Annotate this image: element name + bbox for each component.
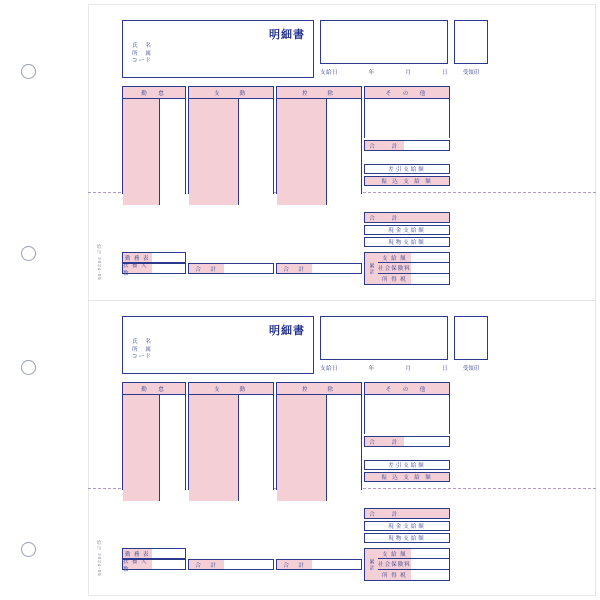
dependents-value — [152, 264, 185, 273]
value-area — [159, 99, 185, 205]
cumulative-block — [364, 548, 450, 581]
column-shikyu-header-label: 支 動 — [213, 387, 248, 393]
column-sonota-header-label: そ の 他 — [385, 387, 429, 393]
dependents-label: 扶 養 人 数 — [123, 264, 153, 273]
right-total-2 — [364, 508, 450, 519]
column-kojo-header-label: 控 除 — [301, 387, 336, 393]
column-sonota — [364, 86, 450, 138]
side-code-2: 給与 2024-05 — [97, 540, 102, 577]
inkind-pay-label: 現物支給額 — [388, 536, 426, 542]
column-kintai-header — [123, 383, 185, 395]
punch-hole-4 — [21, 542, 36, 557]
side-code-1: 給与 2024-05 — [97, 244, 102, 281]
payday-box — [320, 316, 448, 360]
cash-pay-row — [364, 225, 450, 235]
identity-labels — [132, 339, 152, 362]
receipt-stamp-box — [454, 316, 488, 360]
column-kintai — [122, 86, 186, 194]
shikyu-total-label: 合 計 — [189, 560, 225, 569]
cumulative-tax-label: 所 得 税 — [378, 570, 412, 580]
transfer-pay-row — [364, 472, 450, 482]
punch-hole-2 — [21, 246, 36, 261]
column-kintai — [122, 382, 186, 490]
cash-pay-label: 現金支給額 — [388, 228, 426, 234]
cumulative-insurance-value — [411, 263, 449, 272]
right-total-2-value — [404, 509, 449, 518]
payday-line — [320, 364, 448, 372]
date-month-label: 月 — [405, 366, 412, 372]
inkind-pay-label: 現物支給額 — [388, 240, 426, 246]
net-pay-label: 差引支給額 — [388, 463, 426, 469]
column-kojo-header — [277, 87, 361, 99]
column-sonota-header-label: そ の 他 — [385, 91, 429, 97]
table-row — [378, 559, 449, 569]
column-kojo-header-label: 控 除 — [301, 91, 336, 97]
table-row — [378, 570, 449, 580]
column-kintai-body — [123, 99, 185, 205]
form-title: 明細書 — [269, 325, 305, 337]
cumulative-insurance-label: 社会保険料 — [378, 559, 412, 568]
column-kojo-body — [277, 395, 361, 501]
kojo-total — [276, 263, 362, 274]
name-label: 氏 名 — [132, 339, 153, 345]
right-total-2-value — [404, 213, 449, 222]
payday-label: 支給日 — [320, 70, 339, 76]
net-pay-label: 差引支給額 — [388, 167, 426, 173]
table-row — [378, 274, 449, 284]
right-total-1-label: 合 計 — [365, 437, 405, 446]
right-total-1-value — [404, 141, 449, 150]
table-row — [378, 263, 449, 273]
header-box — [122, 316, 314, 374]
transfer-pay-row — [364, 176, 450, 186]
attendance-sheet-label: 勤 務 表 — [123, 549, 153, 558]
kojo-total-label: 合 計 — [277, 264, 313, 273]
value-area — [238, 99, 273, 205]
value-area — [326, 99, 361, 205]
cumulative-side-label: 累計 — [365, 253, 379, 284]
right-total-2-label: 合 計 — [365, 509, 405, 518]
cumulative-insurance-label: 社会保険料 — [378, 263, 412, 272]
kojo-total — [276, 559, 362, 570]
name-label: 氏 名 — [132, 43, 153, 49]
right-total-1-value — [404, 437, 449, 446]
code-label: コード — [132, 58, 153, 64]
column-kojo — [276, 382, 362, 490]
attendance-sheet-value — [152, 253, 185, 262]
column-shikyu-body — [189, 395, 273, 501]
column-kintai-body — [123, 395, 185, 501]
payslip-form-2 — [88, 300, 596, 596]
payday-line — [320, 68, 448, 76]
shikyu-total-value — [224, 264, 273, 273]
form-separator — [88, 300, 596, 301]
kojo-total-value — [312, 264, 361, 273]
column-kojo — [276, 86, 362, 194]
net-pay-row — [364, 164, 450, 174]
value-area — [238, 395, 273, 501]
payday-box — [320, 20, 448, 64]
date-month-label: 月 — [405, 70, 412, 76]
cumulative-insurance-value — [411, 559, 449, 568]
right-total-1-label: 合 計 — [365, 141, 405, 150]
attendance-sheet-value — [152, 549, 185, 558]
receipt-stamp-label: 受領印 — [462, 70, 480, 76]
cumulative-pay-label: 支 給 額 — [378, 253, 412, 262]
dependents-label: 扶 養 人 数 — [123, 560, 153, 569]
column-shikyu-header — [189, 383, 273, 395]
right-total-1 — [364, 436, 450, 447]
dependents-value — [152, 560, 185, 569]
right-total-2 — [364, 212, 450, 223]
column-shikyu-body — [189, 99, 273, 205]
transfer-pay-label: 振 込 支 給 額 — [381, 179, 433, 185]
payslip-form-1 — [88, 4, 596, 300]
column-kojo-header — [277, 383, 361, 395]
payday-label: 支給日 — [320, 366, 339, 372]
cumulative-block — [364, 252, 450, 285]
cumulative-tax-label: 所 得 税 — [378, 274, 412, 284]
table-row — [378, 253, 449, 263]
column-kojo-body — [277, 99, 361, 205]
shikyu-total — [188, 559, 274, 570]
cumulative-pay-value — [411, 253, 449, 262]
code-label: コード — [132, 354, 153, 360]
column-sonota-header — [365, 87, 449, 99]
value-area — [159, 395, 185, 501]
cumulative-pay-value — [411, 549, 449, 558]
form-title: 明細書 — [269, 29, 305, 41]
inkind-pay-row — [364, 237, 450, 247]
column-kintai-header — [123, 87, 185, 99]
column-sonota — [364, 382, 450, 434]
column-shikyu-header — [189, 87, 273, 99]
date-year-label: 年 — [368, 70, 375, 76]
inkind-pay-row — [364, 533, 450, 543]
dept-label: 所 属 — [132, 50, 153, 57]
cumulative-rows — [378, 549, 449, 580]
receipt-stamp-label: 受領印 — [462, 366, 480, 372]
kojo-total-value — [312, 560, 361, 569]
right-total-1 — [364, 140, 450, 151]
date-year-label: 年 — [368, 366, 375, 372]
cash-pay-label: 現金支給額 — [388, 524, 426, 530]
identity-labels — [132, 43, 152, 66]
cumulative-side-label: 累計 — [365, 549, 379, 580]
column-shikyu-header-label: 支 動 — [213, 91, 248, 97]
column-kintai-header-label: 勤 怠 — [141, 387, 167, 393]
cumulative-rows — [378, 253, 449, 284]
dependents-box — [122, 558, 186, 573]
dependents-box — [122, 262, 186, 277]
date-day-label: 日 — [441, 366, 448, 372]
value-area — [326, 395, 361, 501]
column-kintai-header-label: 勤 怠 — [141, 91, 167, 97]
attendance-sheet-label: 勤 務 表 — [123, 253, 153, 262]
table-row — [378, 549, 449, 559]
right-total-2-label: 合 計 — [365, 213, 405, 222]
shikyu-total-label: 合 計 — [189, 264, 225, 273]
cumulative-pay-label: 支 給 額 — [378, 549, 412, 558]
column-shikyu — [188, 86, 274, 194]
receipt-stamp-box — [454, 20, 488, 64]
cumulative-tax-value — [411, 274, 449, 284]
cash-pay-row — [364, 521, 450, 531]
date-day-label: 日 — [441, 70, 448, 76]
header-box — [122, 20, 314, 78]
cumulative-tax-value — [411, 570, 449, 580]
shikyu-total-value — [224, 560, 273, 569]
punch-hole-3 — [21, 360, 36, 375]
shikyu-total — [188, 263, 274, 274]
column-sonota-header — [365, 383, 449, 395]
column-shikyu — [188, 382, 274, 490]
punch-hole-1 — [21, 64, 36, 79]
kojo-total-label: 合 計 — [277, 560, 313, 569]
net-pay-row — [364, 460, 450, 470]
dept-label: 所 属 — [132, 346, 153, 353]
transfer-pay-label: 振 込 支 給 額 — [381, 475, 433, 481]
